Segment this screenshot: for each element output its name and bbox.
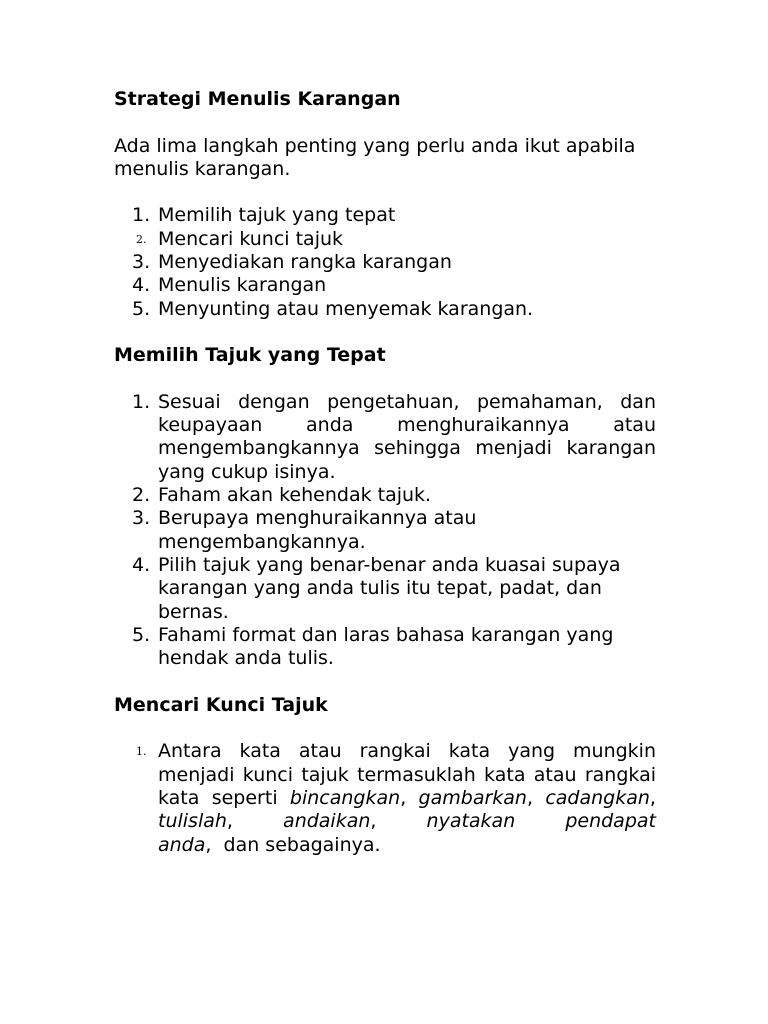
list-number: 1. [132, 204, 151, 227]
section2-list [114, 740, 656, 856]
list-item [114, 507, 656, 554]
text-run: Antara kata atau rangkai kata yang mungkin menjadi kunci tajuk termasuklah kata atau rangkai kata seperti [158, 740, 656, 809]
document-page [114, 88, 656, 857]
list-number: 3. [132, 507, 151, 530]
list-item-text: Faham akan kehendak tajuk. [158, 484, 432, 507]
separator: , [400, 786, 419, 809]
list-item-text: Fahami format dan laras bahasa karangan yang hendak anda tulis. [158, 623, 614, 670]
list-number: 1. [132, 390, 151, 413]
document-title: Strategi Menulis Karangan [114, 88, 401, 110]
separator: , [649, 786, 656, 809]
section-heading: Mencari Kunci Tajuk [114, 693, 328, 716]
list-item [114, 204, 656, 227]
list-item-text [158, 740, 656, 855]
spacer [114, 670, 656, 693]
list-item-text: Mencari kunci tajuk [158, 227, 344, 250]
separator: , [526, 786, 546, 809]
spacer [114, 321, 656, 344]
list-number: 3. [132, 251, 151, 274]
list-item-text: Pilih tajuk yang benar-benar anda kuasai supaya karangan yang anda tulis itu tepat, padat, dan bernas. [158, 553, 621, 623]
keyword-text: nyatakan pendapat anda [158, 810, 656, 856]
list-item [114, 624, 656, 671]
section1-list [114, 391, 656, 671]
keyword-text: andaikan [283, 810, 371, 833]
list-item-text: Menyunting atau menyemak karangan. [158, 297, 534, 320]
text-run: , dan sebagainya. [205, 833, 381, 856]
list-item-text: Berupaya menghuraikannya atau mengembangkannya. [158, 507, 477, 553]
list-number: 2. [136, 232, 147, 246]
list-item [114, 554, 656, 624]
list-item-text: Menyediakan rangka karangan [158, 251, 452, 274]
separator: , [226, 810, 284, 833]
list-number: 2. [132, 484, 151, 507]
list-item [114, 251, 656, 274]
list-item [114, 228, 656, 251]
intro-paragraph: Ada lima langkah penting yang perlu anda ikut apabila menulis karangan. [114, 134, 636, 180]
separator: , [370, 810, 427, 833]
list-item [114, 391, 656, 484]
spacer [114, 368, 656, 391]
list-number: 5. [132, 623, 151, 646]
list-item [114, 484, 656, 507]
list-number: 1. [136, 745, 147, 759]
keyword-text: gambarkan [418, 786, 527, 809]
keyword-text: cadangkan [545, 786, 650, 809]
list-item [114, 298, 656, 321]
spacer [114, 111, 656, 134]
keyword-text: tulislah [158, 810, 227, 833]
list-item [114, 274, 656, 297]
keyword-text: bincangkan [289, 786, 401, 809]
list-number: 4. [132, 274, 151, 297]
steps-list [114, 204, 656, 320]
list-item-text: Sesuai dengan pengetahuan, pemahaman, dan keupayaan anda menghuraikannya atau mengembangkannya sehingga menjadi karangan yang cukup isinya. [158, 390, 656, 483]
list-item [114, 740, 656, 856]
list-item-text: Memilih tajuk yang tepat [158, 204, 396, 227]
spacer [114, 181, 656, 204]
list-number: 4. [132, 553, 151, 576]
list-number: 5. [132, 297, 151, 320]
spacer [114, 717, 656, 740]
list-item-text: Menulis karangan [158, 274, 327, 297]
section-heading: Memilih Tajuk yang Tepat [114, 344, 386, 367]
